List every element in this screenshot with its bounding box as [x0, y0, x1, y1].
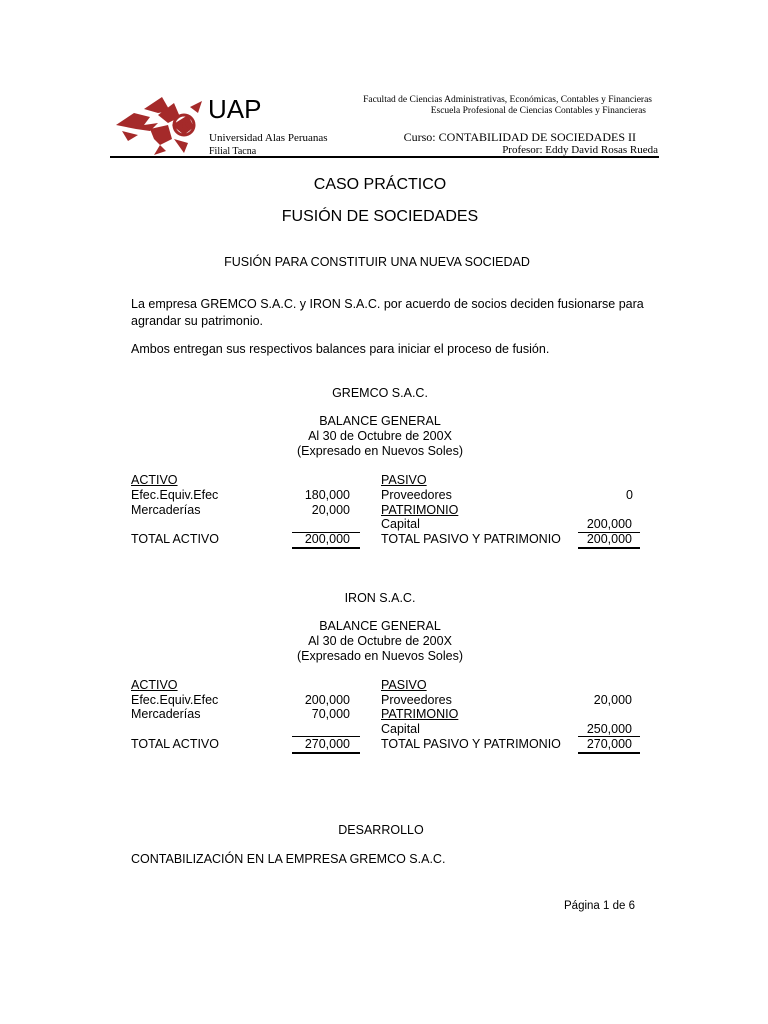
total-pp-underline — [578, 752, 640, 754]
school-name: Escuela Profesional de Ciencias Contables y Financieras — [430, 106, 646, 116]
branch-name: Filial Tacna — [209, 146, 257, 157]
company-name: IRON S.A.C. — [344, 591, 416, 605]
cash-label: Efec.Equiv.Efec — [131, 693, 219, 707]
capital-label: Capital — [381, 722, 420, 736]
total-activo-label: TOTAL ACTIVO — [131, 737, 219, 751]
desarrollo-heading: DESARROLLO — [338, 823, 424, 837]
professor-name: Profesor: Eddy David Rosas Rueda — [502, 144, 658, 156]
activo-heading: ACTIVO — [131, 473, 178, 487]
balance-currency: (Expresado en Nuevos Soles) — [296, 444, 464, 458]
balance-heading: BALANCE GENERAL — [319, 414, 441, 428]
capital-value: 200,000 — [586, 517, 632, 531]
course-name: Curso: CONTABILIDAD DE SOCIEDADES II — [403, 130, 636, 144]
suppliers-label: Proveedores — [381, 488, 452, 502]
suppliers-value: 20,000 — [593, 693, 632, 707]
paragraph-line-1: La empresa GREMCO S.A.C. y IRON S.A.C. por acuerdo de socios deciden fusionarse para — [131, 297, 644, 311]
total-pp-label: TOTAL PASIVO Y PATRIMONIO — [381, 737, 561, 751]
balance-heading: BALANCE GENERAL — [319, 619, 441, 633]
patrimonio-heading: PATRIMONIO — [381, 707, 459, 721]
subtitle: FUSIÓN PARA CONSTITUIR UNA NUEVA SOCIEDAD — [224, 255, 530, 269]
title-fusion: FUSIÓN DE SOCIEDADES — [281, 208, 479, 225]
total-activo-label: TOTAL ACTIVO — [131, 532, 219, 546]
cash-value: 180,000 — [304, 488, 350, 502]
total-activo-underline — [292, 752, 360, 754]
merch-value: 70,000 — [311, 707, 350, 721]
capital-label: Capital — [381, 517, 420, 531]
total-activo-underline — [292, 547, 360, 549]
patrimonio-heading: PATRIMONIO — [381, 503, 459, 517]
faculty-name: Facultad de Ciencias Administrativas, Económicas, Contables y Financieras — [363, 95, 652, 105]
header-divider — [110, 156, 659, 158]
company-name: GREMCO S.A.C. — [332, 386, 428, 400]
cash-value: 200,000 — [304, 693, 350, 707]
merch-value: 20,000 — [311, 503, 350, 517]
page-number: Página 1 de 6 — [564, 900, 635, 912]
uap-eagle-logo-icon — [114, 95, 206, 157]
university-name: Universidad Alas Peruanas — [209, 132, 328, 144]
balance-date: Al 30 de Octubre de 200X — [308, 429, 452, 443]
paragraph-2: Ambos entregan sus respectivos balances para iniciar el proceso de fusión. — [131, 342, 550, 356]
total-pp-value: 270,000 — [586, 737, 632, 751]
pasivo-heading: PASIVO — [381, 473, 427, 487]
total-pp-value: 200,000 — [586, 532, 632, 546]
balance-date: Al 30 de Octubre de 200X — [308, 634, 452, 648]
suppliers-label: Proveedores — [381, 693, 452, 707]
merch-label: Mercaderías — [131, 503, 201, 517]
total-activo-value: 200,000 — [304, 532, 350, 546]
paragraph-line-2: agrandar su patrimonio. — [131, 314, 264, 328]
total-pp-label: TOTAL PASIVO Y PATRIMONIO — [381, 532, 561, 546]
balance-currency: (Expresado en Nuevos Soles) — [296, 649, 464, 663]
desarrollo-line: CONTABILIZACIÓN EN LA EMPRESA GREMCO S.A.C. — [131, 852, 446, 866]
pasivo-heading: PASIVO — [381, 678, 427, 692]
title-caso-practico: CASO PRÁCTICO — [313, 176, 447, 193]
suppliers-value: 0 — [626, 488, 633, 502]
total-pp-underline — [578, 547, 640, 549]
capital-value: 250,000 — [586, 722, 632, 736]
cash-label: Efec.Equiv.Efec — [131, 488, 219, 502]
activo-heading: ACTIVO — [131, 678, 178, 692]
total-activo-value: 270,000 — [304, 737, 350, 751]
uap-wordmark: UAP — [208, 94, 262, 124]
merch-label: Mercaderías — [131, 707, 201, 721]
